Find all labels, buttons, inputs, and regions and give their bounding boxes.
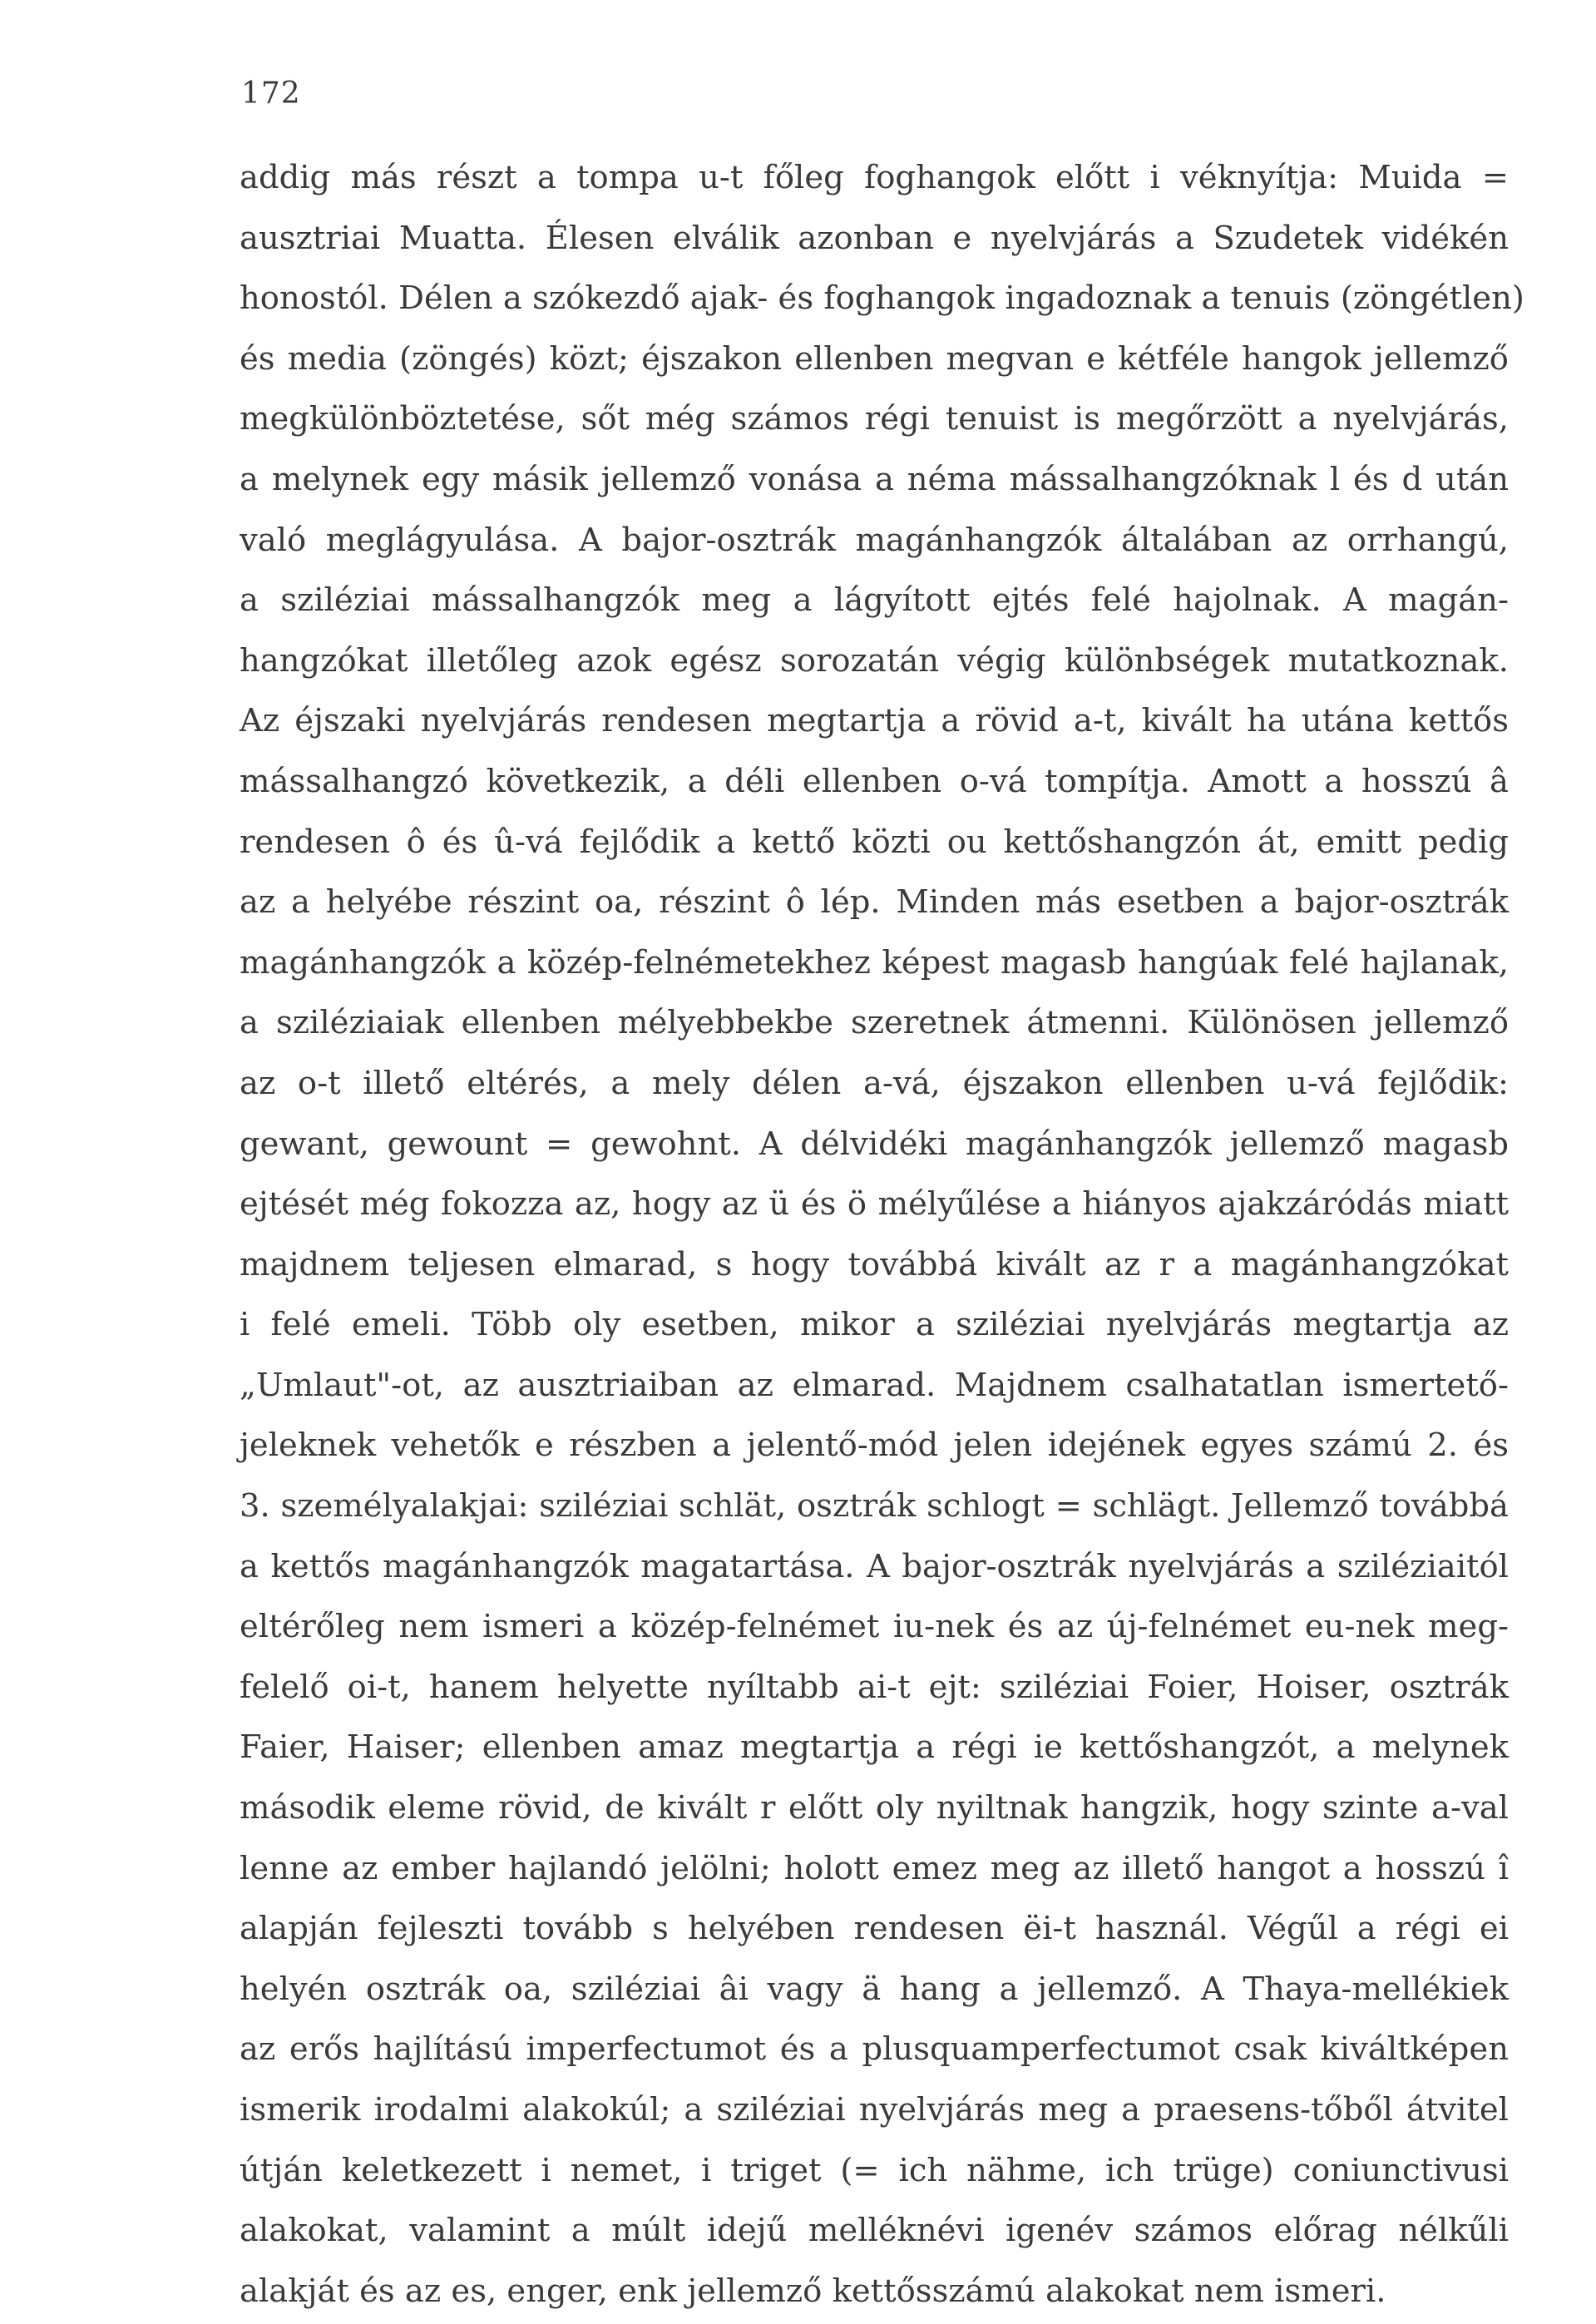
- text-line: a kettős magánhangzók magatartása. A bajor-osztrák nyelvjárás a sziléziaitól: [240, 1547, 1509, 1585]
- text-line: a melynek egy másik jellemző vonása a néma mássalhangzóknak l és d után: [240, 460, 1509, 498]
- text-line: honostól. Délen a szókezdő ajak- és foghangok ingadoznak a tenuis (zöngétlen): [240, 279, 1524, 318]
- text-line: Faier, Haiser; ellenben amaz megtartja a régi ie kettőshangzót, a melynek: [240, 1728, 1509, 1767]
- text-line: eltérőleg nem ismeri a közép-felnémet iu-nek és az új-felnémet eu-nek meg-: [240, 1608, 1509, 1646]
- text-line: lenne az ember hajlandó jelölni; holott emez meg az illető hangot a hosszú î: [240, 1849, 1509, 1887]
- text-line: felelő oi-t, hanem helyette nyíltabb ai-t ejt: sziléziai Foier, Hoiser, osztrák: [240, 1668, 1509, 1706]
- text-line: alakokat, valamint a múlt idejű melléknévi igenév számos előrag nélkűli: [240, 2212, 1509, 2250]
- text-line: rendesen ô és û-vá fejlődik a kettő közti ou kettőshangzón át, emitt pedig: [240, 823, 1509, 861]
- text-line: második eleme rövid, de kivált r előtt oly nyiltnak hangzik, hogy szinte a-val: [240, 1789, 1509, 1827]
- text-line: alapján fejleszti tovább s helyében rendesen ëi-t használ. Végűl a régi ei: [240, 1910, 1509, 1948]
- page-number: 172: [241, 77, 301, 111]
- text-line: Az éjszaki nyelvjárás rendesen megtartja a rövid a-t, kivált ha utána kettős: [240, 702, 1509, 740]
- text-line: 3. személyalakjai: sziléziai schlät, osztrák schlogt = schlägt. Jellemző továbbá: [240, 1487, 1509, 1525]
- text-line: megkülönböztetése, sőt még számos régi tenuist is megőrzött a nyelvjárás,: [240, 400, 1509, 438]
- text-line: i felé emeli. Több oly esetben, mikor a sziléziai nyelvjárás megtartja az: [240, 1306, 1509, 1344]
- text-line: gewant, gewount = gewohnt. A délvidéki magánhangzók jellemző magasb: [240, 1125, 1509, 1163]
- text-line: mássalhangzó következik, a déli ellenben o-vá tompítja. Amott a hosszú â: [240, 762, 1509, 800]
- text-line: magánhangzók a közép-felnémetekhez képest magasb hangúak felé hajlanak,: [240, 943, 1509, 982]
- text-line: alakját és az es, enger, enk jellemző kettősszámú alakokat nem ismeri.: [240, 2272, 1386, 2310]
- text-line: a sziléziai mássalhangzók meg a lágyított ejtés felé hajolnak. A magán-: [240, 581, 1509, 620]
- text-line: az a helyébe részint oa, részint ô lép. Minden más esetben a bajor-osztrák: [240, 883, 1509, 922]
- text-line: útján keletkezett i nemet, i triget (= ich nähme, ich trüge) coniunctivusi: [240, 2151, 1509, 2189]
- text-line: helyén osztrák oa, sziléziai âi vagy ä hang a jellemző. A Thaya-mellékiek: [240, 1970, 1509, 2008]
- text-line: az o-t illető eltérés, a mely délen a-vá, éjszakon ellenben u-vá fejlődik:: [240, 1064, 1509, 1102]
- text-line: ausztriai Muatta. Élesen elválik azonban e nyelvjárás a Szudetek vidékén: [240, 219, 1509, 257]
- text-line: az erős hajlítású imperfectumot és a plusquamperfectumot csak kiváltképen: [240, 2030, 1509, 2069]
- text-line: a sziléziaiak ellenben mélyebbekbe szeretnek átmenni. Különösen jellemző: [240, 1004, 1509, 1042]
- text-line: „Umlaut"-ot, az ausztriaiban az elmarad. Majdnem csalhatatlan ismertető-: [240, 1366, 1509, 1404]
- text-line: addig más részt a tompa u-t főleg foghangok előtt i véknyítja: Muida =: [240, 159, 1509, 196]
- text-line: ejtését még fokozza az, hogy az ü és ö mélyűlése a hiányos ajakzáródás miatt: [240, 1185, 1509, 1224]
- text-line: és media (zöngés) közt; éjszakon ellenben megvan e kétféle hangok jellemző: [240, 339, 1509, 378]
- text-line: való meglágyulása. A bajor-osztrák magánhangzók általában az orrhangú,: [240, 521, 1509, 559]
- text-line: hangzókat illetőleg azok egész sorozatán végig különbségek mutatkoznak.: [240, 641, 1509, 680]
- text-line: ismerik irodalmi alakokúl; a sziléziai nyelvjárás meg a praesens-tőből átvitel: [240, 2091, 1509, 2129]
- body-paragraph: [240, 148, 1524, 2322]
- text-line: jeleknek vehetők e részben a jelentő-mód jelen idejének egyes számú 2. és: [240, 1427, 1509, 1465]
- text-line: majdnem teljesen elmarad, s hogy továbbá kivált az r a magánhangzókat: [240, 1245, 1509, 1283]
